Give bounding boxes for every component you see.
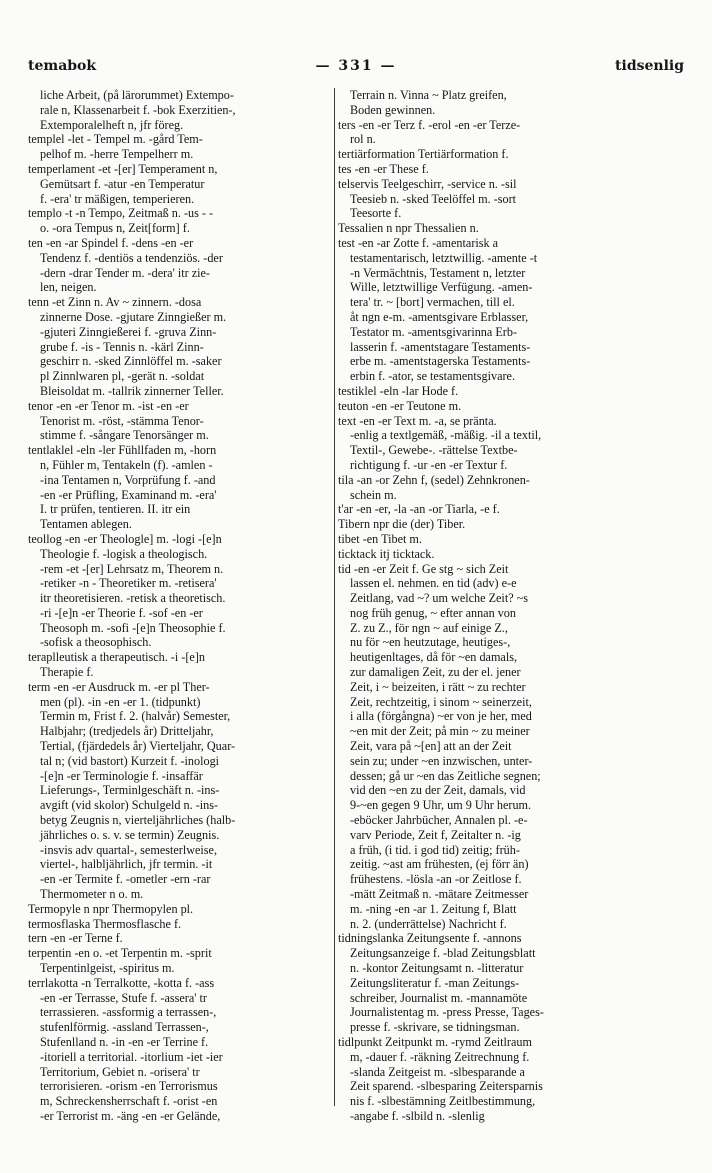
- dictionary-line: -en -er Termite f. -ometler -ern -rar: [40, 872, 211, 887]
- dictionary-line: dessen; gå ur ~en das Zeitliche segnen;: [350, 768, 541, 783]
- dictionary-line: -slanda Zeitgeist m. -slbesparande a: [350, 1064, 525, 1079]
- dictionary-line: zur damaligen Zeit, zu der el. jener: [350, 665, 521, 680]
- dictionary-line: avgift (vid skolor) Schulgeld n. -ins-: [40, 798, 219, 813]
- dictionary-line: ~en mit der Zeit; på min ~ zu meiner: [350, 724, 530, 739]
- dictionary-line: Z. zu Z., för ngn ~ auf einige Z.,: [350, 620, 508, 635]
- dictionary-line: -rem -et -[er] Lehrsatz m, Theorem n.: [40, 561, 224, 576]
- page-number: — 331 —: [315, 58, 397, 74]
- dictionary-line: terrassieren. -assformig a terrassen-,: [40, 1005, 217, 1020]
- dictionary-line: i alla (förgångna) ~er von je her, med: [350, 709, 532, 724]
- dictionary-line: itr theoretisieren. -retisk a theoretisch.: [40, 591, 226, 606]
- dictionary-line: text -en -er Text m. -a, se pränta.: [338, 413, 497, 428]
- left-column: [28, 88, 330, 1124]
- dictionary-line: Tessalien n npr Thessalien n.: [338, 221, 479, 236]
- dictionary-line: termosflaska Thermosflasche f.: [28, 916, 182, 931]
- dictionary-line: Zeit, rechtzeitig, i sinom ~ seinerzeit,: [350, 694, 532, 709]
- dictionary-line: -dern -drar Tender m. -dera' itr zie-: [40, 265, 210, 280]
- dictionary-line: nis f. -slbestämning Zeitlbestimmung,: [350, 1094, 536, 1109]
- dictionary-line: Terrain n. Vinna ~ Platz greifen,: [350, 88, 507, 102]
- dictionary-line: t'ar -en -er, -la -an -or Tiarla, -e f.: [338, 502, 500, 517]
- dictionary-line: tentlaklel -eln -ler Fühllfaden m, -horn: [28, 443, 217, 458]
- dictionary-line: -en -er Prüfling, Examinand m. -era': [40, 487, 217, 502]
- dictionary-line: -sofisk a theosophisch.: [40, 635, 152, 650]
- dictionary-line: ters -en -er Terz f. -erol -en -er Terze-: [338, 117, 521, 132]
- dictionary-line: -angabe f. -slbild n. -slenlig: [350, 1108, 485, 1123]
- dictionary-line: -gjuteri Zinngießerei f. -gruva Zinn-: [40, 324, 217, 339]
- dictionary-line: Tibern npr die (der) Tiber.: [338, 517, 466, 532]
- dictionary-line: m. -ning -en -ar 1. Zeitung f, Blatt: [350, 901, 517, 916]
- dictionary-line: tidningslanka Zeitungsente f. -annons: [338, 931, 522, 946]
- dictionary-line: Teesorte f.: [350, 206, 402, 221]
- dictionary-line: Therapie f.: [40, 665, 94, 680]
- dictionary-line: n, Fühler m, Tentakeln (f). -amlen -: [40, 457, 213, 472]
- dictionary-line: lasserin f. -amentstagare Testaments-: [350, 339, 531, 354]
- dictionary-line: nu för ~en heutzutage, heutiges-,: [350, 635, 511, 650]
- dictionary-line: schreiber, Journalist m. -mannamöte: [350, 990, 528, 1005]
- dictionary-line: terpentin -en o. -et Terpentin m. -sprit: [28, 946, 212, 961]
- dictionary-line: richtigung f. -ur -en -er Textur f.: [350, 457, 508, 472]
- dictionary-line: terrlakotta -n Terralkotte, -kotta f. -ass: [28, 975, 215, 990]
- dictionary-line: -eböcker Jahrbücher, Annalen pl. -e-: [350, 813, 528, 828]
- dictionary-line: ten -en -ar Spindel f. -dens -en -er: [28, 235, 194, 250]
- dictionary-line: tes -en -er These f.: [338, 161, 429, 176]
- dictionary-line: terrorisieren. -orism -en Terrorismus: [40, 1079, 218, 1094]
- header-left-guideword: temabok: [28, 58, 97, 74]
- dictionary-line: m, -dauer f. -räkning Zeitrechnung f.: [350, 1049, 530, 1064]
- dictionary-line: teraplleutisk a therapeutisch. -i -[e]n: [28, 650, 205, 665]
- dictionary-line: Bleisoldat m. -tallrik zinnerner Teller.: [40, 383, 224, 398]
- dictionary-line: tera' tr. ~ [bort] vermachen, till el.: [350, 295, 515, 310]
- right-column: [338, 88, 684, 1124]
- dictionary-line: telservis Teelgeschirr, -service n. -sil: [338, 176, 517, 191]
- dictionary-line: zeitig. ~ast am frühesten, (ej förr än): [350, 857, 529, 872]
- dictionary-line: -er Terrorist m. -äng -en -er Gelände,: [40, 1108, 221, 1123]
- dictionary-line: stufenlförmig. -assland Terrassen-,: [40, 1020, 209, 1035]
- dictionary-line: teollog -en -er Theologle] m. -logi -[e]n: [28, 531, 222, 546]
- dictionary-line: testiklel -eln -lar Hode f.: [338, 383, 459, 398]
- dictionary-line: betyg Zeugnis n, vierteljährliches (halb-: [40, 813, 236, 828]
- dictionary-line: -itoriell a territorial. -itorlium -iet -ier: [40, 1049, 223, 1064]
- dictionary-line: tertiärformation Tertiärformation f.: [338, 147, 509, 162]
- page-header: [28, 58, 684, 80]
- dictionary-line: test -en -ar Zotte f. -amentarisk a: [338, 235, 499, 250]
- dictionary-line: tal n; (vid bastort) Kurzeit f. -inologi: [40, 753, 220, 768]
- dictionary-line: viertel-, halbljährlich, jfr termin. -it: [40, 857, 213, 872]
- dictionary-line: templo -t -n Tempo, Zeitmaß n. -us - -: [28, 206, 214, 221]
- dictionary-line: tila -an -or Zehn f, (sedel) Zehnkronen-: [338, 472, 530, 487]
- dictionary-line: -mätt Zeitmaß n. -mätare Zeitmesser: [350, 887, 529, 902]
- dictionary-line: tid -en -er Zeit f. Ge stg ~ sich Zeit: [338, 561, 509, 576]
- dictionary-line: n. -kontor Zeitungsamt n. -litteratur: [350, 961, 524, 976]
- dictionary-line: pl Zinnlwaren pl, -gerät n. -soldat: [40, 369, 205, 384]
- dictionary-line: grube f. -is - Tennis n. -kärl Zinn-: [40, 339, 204, 354]
- dictionary-line: Tertial, (fjärdedels år) Vierteljahr, Quar-: [40, 739, 236, 754]
- dictionary-line: testamentarisch, letztwillig. -amente -t: [350, 250, 538, 265]
- dictionary-line: Boden gewinnen.: [350, 102, 436, 117]
- dictionary-line: -ri -[e]n -er Theorie f. -sof -en -er: [40, 605, 203, 620]
- dictionary-line: Zeitungsliteratur f. -man Zeitungs-: [350, 975, 520, 990]
- dictionary-line: sein zu; under ~en inzwischen, unter-: [350, 753, 533, 768]
- dictionary-line: term -en -er Ausdruck m. -er pl Ther-: [28, 679, 210, 694]
- dictionary-line: heutigenltages, då för ~en damals,: [350, 650, 518, 665]
- dictionary-line: jährliches o. s. v. se termin) Zeugnis.: [40, 827, 220, 842]
- dictionary-line: Journalistentag m. -press Presse, Tages-: [350, 1005, 544, 1020]
- dictionary-line: tibet -en Tibet m.: [338, 531, 422, 546]
- dictionary-line: erbe m. -amentstagerska Testaments-: [350, 354, 531, 369]
- dictionary-line: m, Schreckensherrschaft f. -orist -en: [40, 1094, 218, 1109]
- dictionary-line: lassen el. nehmen. en tid (adv) e-e: [350, 576, 517, 591]
- dictionary-line: presse f. -skrivare, se tidningsman.: [350, 1020, 520, 1035]
- dictionary-line: Termopyle n npr Thermopylen pl.: [28, 901, 194, 916]
- dictionary-line: Termin m, Frist f. 2. (halvår) Semester,: [40, 709, 231, 724]
- dictionary-line: stimme f. -sångare Tenorsänger m.: [40, 428, 209, 443]
- dictionary-line: -n Vermächtnis, Testament n, letzter: [350, 265, 526, 280]
- dictionary-line: geschirr n. -sked Zinnlöffel m. -saker: [40, 354, 222, 369]
- dictionary-line: zinnerne Dose. -gjutare Zinngießer m.: [40, 309, 227, 324]
- dictionary-line: tenn -et Zinn n. Av ~ zinnern. -dosa: [28, 295, 202, 310]
- dictionary-line: temperlament -et -[er] Temperament n,: [28, 161, 218, 176]
- dictionary-line: Thermometer n o. m.: [40, 887, 144, 902]
- dictionary-line: Gemütsart f. -atur -en Temperatur: [40, 176, 205, 191]
- dictionary-line: liche Arbeit, (på lärorummet) Extempo-: [40, 88, 234, 102]
- dictionary-line: o. -ora Tempus n, Zeit[form] f.: [40, 221, 190, 236]
- dictionary-line: -en -er Terrasse, Stufe f. -assera' tr: [40, 990, 207, 1005]
- dictionary-line: teuton -en -er Teutone m.: [338, 398, 462, 413]
- dictionary-line: Terpentinlgeist, -spiritus m.: [40, 961, 175, 976]
- dictionary-line: Testator m. -amentsgivarinna Erb-: [350, 324, 518, 339]
- dictionary-line: Zeit, vara på ~[en] att an der Zeit: [350, 739, 512, 754]
- dictionary-line: varv Periode, Zeit f, Zeitalter n. -ig: [350, 827, 521, 842]
- dictionary-line: Zeitlang, vad ~? um welche Zeit? ~s: [350, 591, 528, 606]
- dictionary-line: -ina Tentamen n, Vorprüfung f. -and: [40, 472, 216, 487]
- dictionary-line: men (pl). -in -en -er 1. (tidpunkt): [40, 694, 201, 709]
- dictionary-line: tern -en -er Terne f.: [28, 931, 123, 946]
- dictionary-line: f. -era' tr mäßigen, temperieren.: [40, 191, 195, 206]
- dictionary-line: vid den ~en zu der Zeit, damals, vid: [350, 783, 526, 798]
- header-right-guideword: tidsenlig: [615, 58, 684, 74]
- dictionary-line: Zeitungsanzeige f. -blad Zeitungsblatt: [350, 946, 536, 961]
- column-divider: [334, 88, 335, 1106]
- dictionary-line: frühestens. -lösla -an -or Zeitlose f.: [350, 872, 522, 887]
- dictionary-line: Textil-, Gewebe-. -rättelse Textbe-: [350, 443, 518, 458]
- dictionary-line: tenor -en -er Tenor m. -ist -en -er: [28, 398, 189, 413]
- dictionary-line: a früh, (i tid. i god tid) zeitig; früh-: [350, 842, 520, 857]
- dictionary-line: -enlig a textlgemäß, -mäßig. -il a textil,: [350, 428, 542, 443]
- dictionary-line: Extemporalelheft n, jfr föreg.: [40, 117, 184, 132]
- dictionary-line: schein m.: [350, 487, 397, 502]
- dictionary-line: Zeit sparend. -slbesparing Zeitersparnis: [350, 1079, 543, 1094]
- dictionary-line: Stufenlland n. -in -en -er Terrine f.: [40, 1035, 209, 1049]
- dictionary-line: Tenorist m. -röst, -stämma Tenor-: [40, 413, 204, 428]
- dictionary-line: 9-~en gegen 9 Uhr, um 9 Uhr herum.: [350, 798, 532, 813]
- dictionary-line: rol n.: [350, 132, 376, 147]
- dictionary-line: rale n, Klassenarbeit f. -bok Exerzitien-,: [40, 102, 236, 117]
- dictionary-line: Zeit, i ~ beizeiten, i rätt ~ zu rechter: [350, 679, 526, 694]
- dictionary-line: nog früh genug, ~ efter annan von: [350, 605, 516, 620]
- dictionary-line: len, neigen.: [40, 280, 97, 295]
- dictionary-line: tidlpunkt Zeitpunkt m. -rymd Zeitlraum: [338, 1035, 532, 1049]
- dictionary-line: Territorium, Gebiet n. -orisera' tr: [40, 1064, 200, 1079]
- dictionary-line: -[e]n -er Terminologie f. -insaffär: [40, 768, 203, 783]
- dictionary-line: åt ngn e-m. -amentsgivare Erblasser,: [350, 309, 529, 324]
- dictionary-line: erbin f. -ator, se testamentsgivare.: [350, 369, 515, 384]
- dictionary-line: I. tr prüfen, tentieren. II. itr ein: [40, 502, 191, 517]
- dictionary-line: pelhof m. -herre Tempelherr m.: [40, 147, 194, 162]
- dictionary-line: Lieferungs-, Terminlgeschäft n. -ins-: [40, 783, 220, 798]
- dictionary-line: Theosoph m. -sofi -[e]n Theosophie f.: [40, 620, 226, 635]
- dictionary-line: -retiker -n - Theoretiker m. -retisera': [40, 576, 217, 591]
- dictionary-line: ticktack itj ticktack.: [338, 546, 435, 561]
- dictionary-line: n. 2. (underrättelse) Nachricht f.: [350, 916, 507, 931]
- dictionary-line: Tendenz f. -dentiös a tendenziös. -der: [40, 250, 223, 265]
- dictionary-line: Halbjahr; (tredjedels år) Dritteljahr,: [40, 724, 214, 739]
- dictionary-line: Theologie f. -logisk a theologisch.: [40, 546, 208, 561]
- dictionary-line: Tentamen ablegen.: [40, 517, 132, 532]
- dictionary-line: Wille, letztwillige Verfügung. -amen-: [350, 280, 533, 295]
- dictionary-line: Teesieb n. -sked Teelöffel m. -sort: [350, 191, 517, 206]
- dictionary-line: templel -let - Tempel m. -gård Tem-: [28, 132, 203, 147]
- dictionary-line: -insvis adv quartal-, semesterlweise,: [40, 842, 218, 857]
